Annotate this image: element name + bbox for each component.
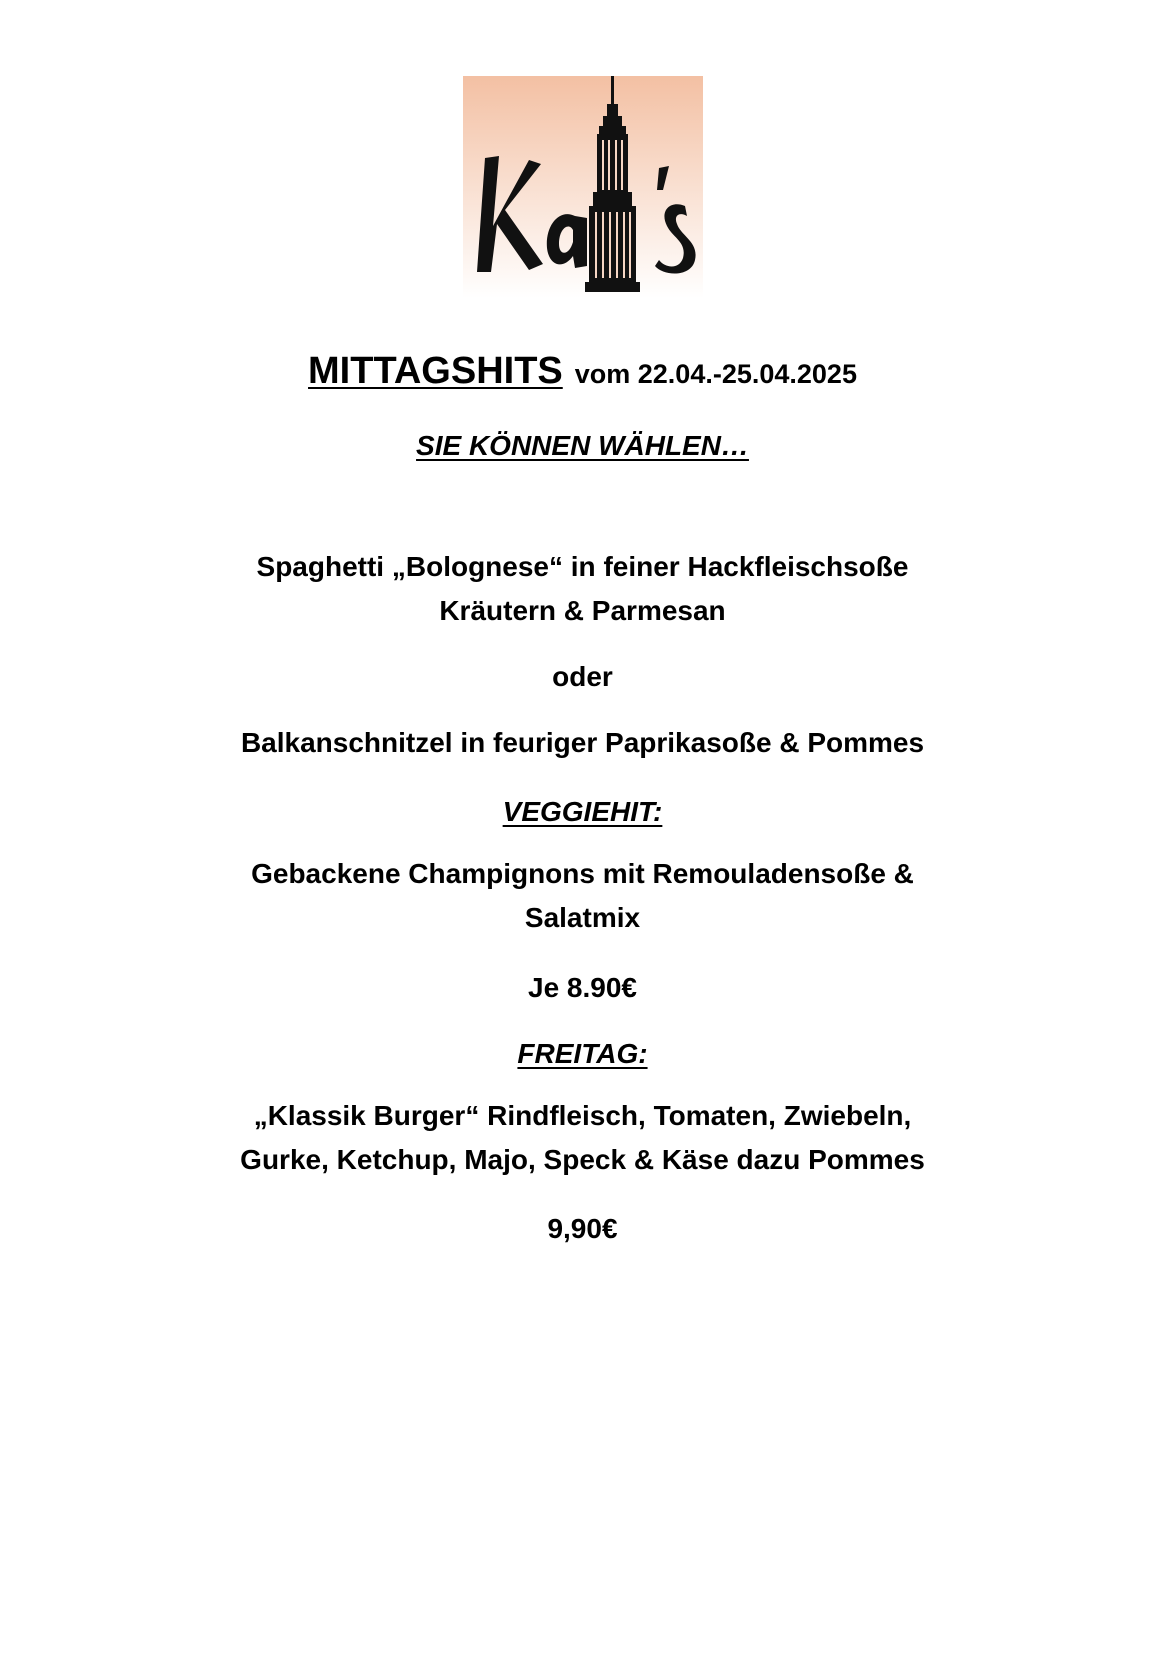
dish-burger-line2: Gurke, Ketchup, Majo, Speck & Käse dazu Pommes [240,1144,925,1175]
friday-price: 9,90€ [547,1213,618,1244]
kais-logo-graphic [463,76,703,298]
menu-title: MITTAGSHITS [308,350,563,392]
headline [0,350,1165,393]
friday-heading: FREITAG: [517,1038,648,1069]
dish-champignons-line2: Salatmix [524,902,641,933]
dish-burger-line1: „Klassik Burger“ Rindfleisch, Tomaten, Zwiebeln, [253,1100,912,1131]
dish-balkanschnitzel: Balkanschnitzel in feuriger Paprikasoße & Pommes [240,727,925,758]
veggie-heading: VEGGIEHIT: [502,796,663,827]
dish-champignons-line1: Gebackene Champignons mit Remouladensoße & [251,858,914,889]
date-range: vom 22.04.-25.04.2025 [574,359,857,389]
dish-bolognese-line2: Kräutern & Parmesan [439,595,726,626]
choose-heading: SIE KÖNNEN WÄHLEN… [416,430,749,461]
price-each: Je 8.90€ [528,972,637,1003]
dish-bolognese-line1: Spaghetti „Bolognese“ in feiner Hackfleischsoße [256,551,909,582]
or-separator: oder [552,661,613,692]
logo [463,76,703,298]
